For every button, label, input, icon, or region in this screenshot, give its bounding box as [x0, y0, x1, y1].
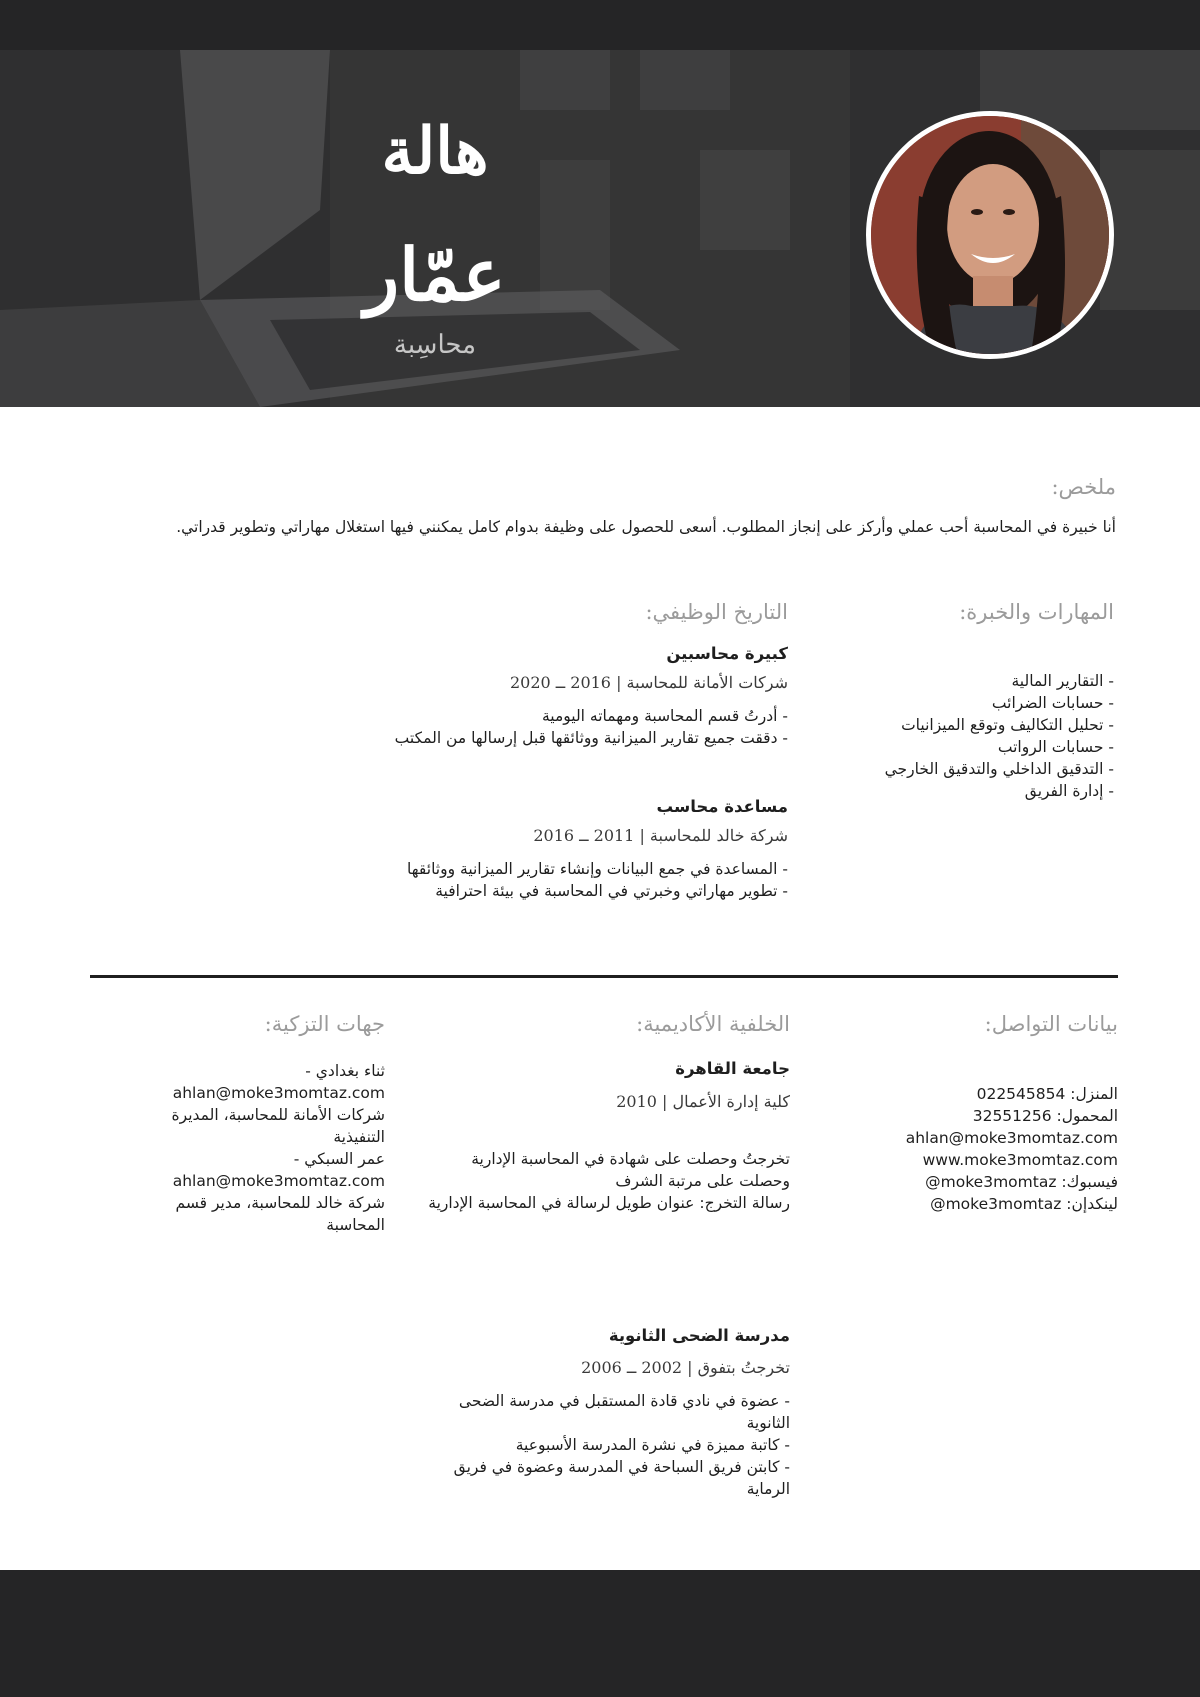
reference-email: ahlan@moke3momtaz.com: [172, 1084, 385, 1102]
skills-list: [885, 670, 1114, 802]
skills-title: المهارات والخبرة:: [959, 600, 1114, 624]
reference-email: ahlan@moke3momtaz.com: [172, 1172, 385, 1190]
education-details: [420, 1390, 790, 1500]
contact-website: www.moke3momtaz.com: [922, 1151, 1118, 1169]
reference-name: عمر السبكي -: [293, 1150, 385, 1168]
list-item: - حسابات الرواتب: [997, 738, 1114, 756]
job-company-dates: شركة خالد للمحاسبة | 2011 ــ 2016: [533, 826, 788, 845]
list-item: - كابتن فريق السباحة في المدرسة وعضوة في فريق الرماية: [453, 1458, 790, 1498]
contact-linkedin: لينكدإن: moke3momtaz@: [930, 1195, 1118, 1213]
list-item: - المساعدة في جمع البيانات وإنشاء تقارير الميزانية ووثائقها: [407, 860, 788, 878]
top-band: [0, 0, 1200, 50]
contact-mobile-phone: المحمول: 32551256: [972, 1107, 1118, 1125]
section-divider: [90, 975, 1118, 978]
contact-list: [906, 1083, 1118, 1215]
job-bullets: [407, 858, 788, 902]
job-role: كبيرة محاسبين: [666, 644, 788, 663]
job-title: محاسِبة: [393, 330, 477, 360]
references-title: جهات التزكية:: [264, 1012, 385, 1036]
list-item: رسالة التخرج: عنوان طويل لرسالة في المحاسبة الإدارية: [428, 1194, 790, 1212]
references-list: [115, 1060, 385, 1236]
contact-facebook: فيسبوك: moke3momtaz@: [925, 1173, 1118, 1191]
list-item: - التدقيق الداخلي والتدقيق الخارجي: [884, 760, 1114, 778]
bottom-band: [0, 1570, 1200, 1697]
list-item: - حسابات الضرائب: [991, 694, 1114, 712]
reference-position: شركة خالد للمحاسبة، مدير قسم المحاسبة: [175, 1194, 385, 1234]
work-history-title: التاريخ الوظيفي:: [645, 600, 788, 624]
list-item: - عضوة في نادي قادة المستقبل في مدرسة الضحى الثانوية: [458, 1392, 790, 1432]
job-company-dates: شركات الأمانة للمحاسبة | 2016 ــ 2020: [510, 673, 788, 692]
education-title: الخلفية الأكاديمية:: [636, 1012, 790, 1036]
job-role: مساعدة محاسب: [656, 797, 788, 816]
job-bullets: [395, 705, 788, 749]
contact-title: بيانات التواصل:: [984, 1012, 1118, 1036]
profile-photo: [866, 111, 1114, 359]
list-item: - أدرتُ قسم المحاسبة ومهماته اليومية: [541, 707, 788, 725]
list-item: - كاتبة مميزة في نشرة المدرسة الأسبوعية: [515, 1436, 790, 1454]
last-name: عمّار: [364, 232, 506, 317]
reference-name: ثناء بغدادي -: [305, 1062, 385, 1080]
list-item: - تحليل التكاليف وتوقع الميزانيات: [901, 716, 1114, 734]
school-meta: تخرجتُ بتفوق | 2002 ــ 2006: [581, 1358, 790, 1377]
school-meta: كلية إدارة الأعمال | 2010: [616, 1092, 790, 1111]
reference-position: شركات الأمانة للمحاسبة، المديرة التنفيذية: [171, 1106, 385, 1146]
list-item: - تطوير مهاراتي وخبرتي في المحاسبة في بيئة احترافية: [435, 882, 788, 900]
contact-home-phone: المنزل: 022545854: [976, 1085, 1118, 1103]
summary-title: ملخص:: [1051, 475, 1116, 499]
summary-text: أنا خبيرة في المحاسبة أحب عملي وأركز على إنجاز المطلوب. أسعى للحصول على وظيفة بدوام كامل يمكنني فيها استغلال مهاراتي وتطوير قدراتي.: [176, 518, 1116, 536]
list-item: - دققت جميع تقارير الميزانية ووثائقها قبل إرسالها من المكتب: [394, 729, 788, 747]
list-item: - التقارير المالية: [1011, 672, 1114, 690]
contact-email: ahlan@moke3momtaz.com: [905, 1129, 1118, 1147]
portrait-image: [871, 116, 1109, 354]
list-item: تخرجتُ وحصلت على شهادة في المحاسبة الإدارية وحصلت على مرتبة الشرف: [471, 1150, 790, 1190]
first-name: هالة: [381, 114, 489, 189]
school-name: جامعة القاهرة: [675, 1059, 790, 1078]
list-item: - إدارة الفريق: [1024, 782, 1114, 800]
education-details: [420, 1148, 790, 1214]
school-name: مدرسة الضحى الثانوية: [608, 1326, 790, 1345]
